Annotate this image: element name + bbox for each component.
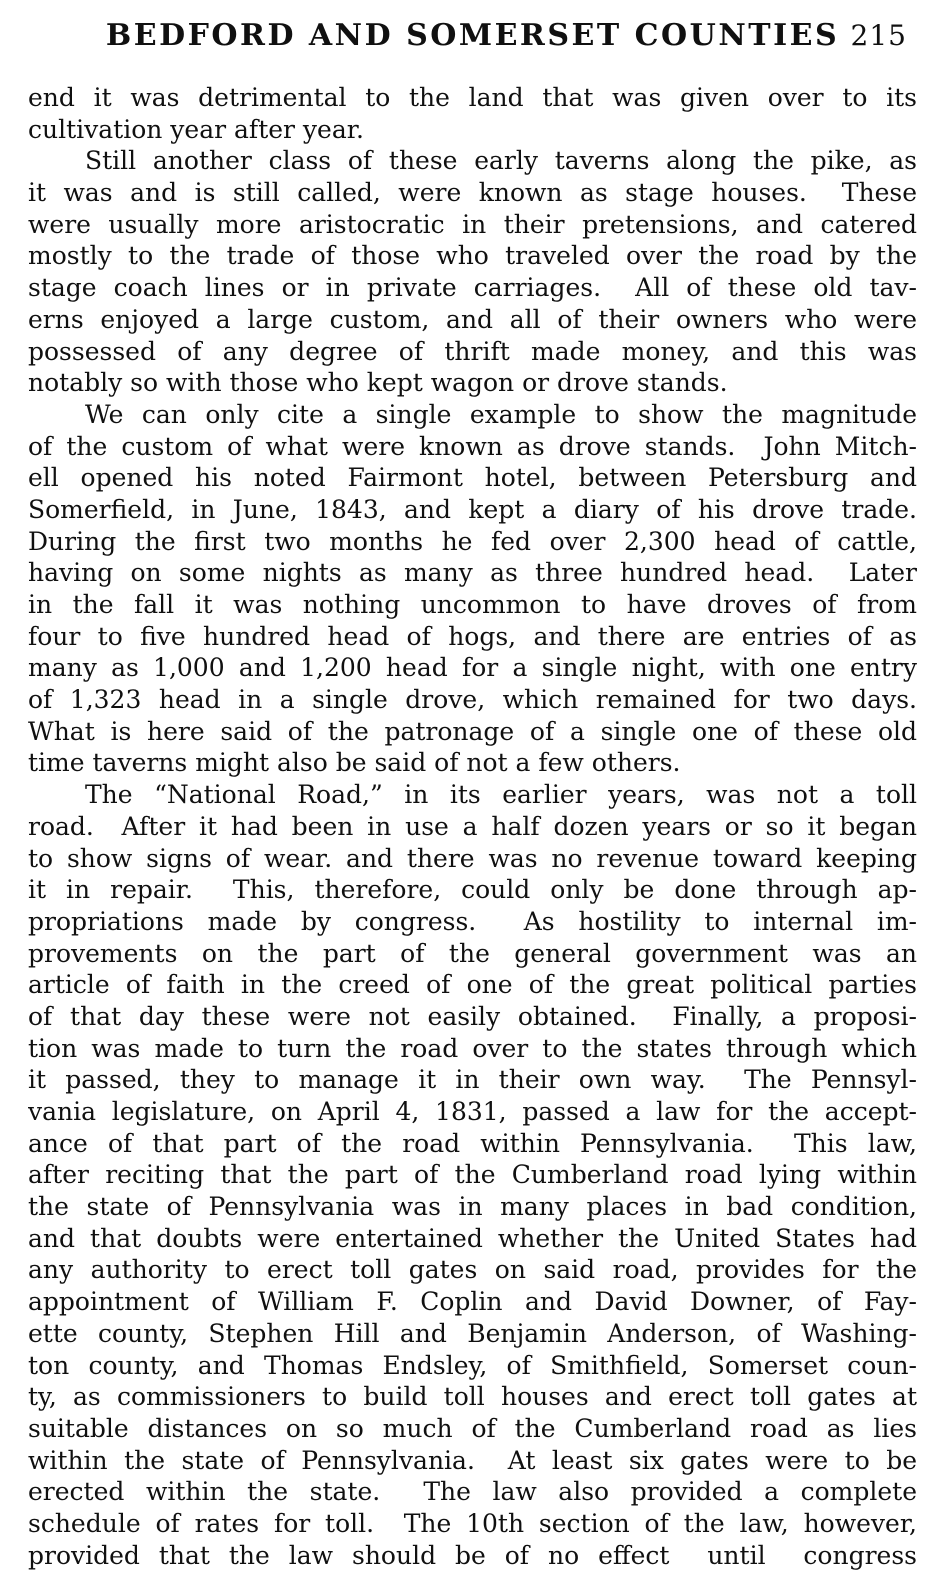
text-line: end it was detrimental to the land that was given over to its xyxy=(28,83,917,112)
text-line: erns enjoyed a large custom, and all of their owners who were xyxy=(28,304,917,334)
text-line: Somerfield, in June, 1843, and kept a diary of his drove trade. xyxy=(28,494,917,524)
text-line: of that day these were not easily obtained. Finally, a proposi- xyxy=(28,1001,917,1031)
text-line: road. After it had been in use a half dozen years or so it began xyxy=(28,811,917,841)
text-line: within the state of Pennsylvania. At least six gates were to be xyxy=(28,1445,917,1475)
text-line: of 1,323 head in a single drove, which remained for two days. xyxy=(28,685,917,715)
text-line: suitable distances on so much of the Cumberland road as lies xyxy=(28,1413,917,1443)
text-line: propriations made by congress. As hostility to internal im- xyxy=(28,906,917,936)
text-line: We can only cite a single example to show the magnitude xyxy=(85,399,917,429)
text-line: ell opened his noted Fairmont hotel, between Petersburg and xyxy=(28,463,917,493)
text-line: vania legislature, on April 4, 1831, passed a law for the accept- xyxy=(28,1097,917,1126)
text-line: provements on the part of the general government was an xyxy=(28,938,917,968)
text-line: to show signs of wear. and there was no revenue toward keeping xyxy=(28,843,917,873)
text-line: notably so with those who kept wagon or drove stands. xyxy=(28,368,728,398)
text-line: possessed of any degree of thrift made money, and this was xyxy=(28,336,917,366)
text-line: stage coach lines or in private carriages. All of these old tav- xyxy=(28,273,917,303)
paragraph xyxy=(28,779,917,1571)
text-line: What is here said of the patronage of a single one of these old xyxy=(28,716,917,746)
text-line: the state of Pennsylvania was in many places in bad condition, xyxy=(28,1192,917,1222)
text-line: Still another class of these early taverns along the pike, as xyxy=(85,146,917,176)
text-line: ton county, and Thomas Endsley, of Smithfield, Somerset coun- xyxy=(28,1350,917,1380)
text-line: During the first two months he fed over 2,300 head of cattle, xyxy=(28,526,917,556)
text-line: four to five hundred head of hogs, and there are entries of as xyxy=(28,621,917,651)
text-line: mostly to the trade of those who traveled over the road by the xyxy=(28,241,917,271)
text-line: ette county, Stephen Hill and Benjamin Anderson, of Washing- xyxy=(28,1318,917,1348)
text-line: time taverns might also be said of not a few others. xyxy=(28,748,681,778)
text-line: it passed, they to manage it in their own way. The Pennsyl- xyxy=(28,1065,917,1095)
text-line: were usually more aristocratic in their pretensions, and catered xyxy=(28,209,917,239)
paragraph xyxy=(28,145,917,399)
text-line: any authority to erect toll gates on said road, provides for the xyxy=(28,1255,917,1285)
text-line: appointment of William F. Coplin and David Downer, of Fay- xyxy=(28,1287,917,1317)
text-line: cultivation year after year. xyxy=(28,114,364,144)
text-line: of the custom of what were known as drove stands. John Mitch- xyxy=(28,431,917,461)
text-line: ance of that part of the road within Pennsylvania. This law, xyxy=(28,1128,917,1158)
text-line: erected within the state. The law also provided a complete xyxy=(28,1477,917,1507)
text-line: it in repair. This, therefore, could only be done through ap- xyxy=(28,875,917,905)
text-line: article of faith in the creed of one of the great political parties xyxy=(28,970,917,1000)
text-line: many as 1,000 and 1,200 head for a single night, with one entry xyxy=(28,653,917,683)
text-line: it was and is still called, were known as stage houses. These xyxy=(28,178,917,208)
text-line: after reciting that the part of the Cumberland road lying within xyxy=(28,1160,917,1190)
text-line: schedule of rates for toll. The 10th section of the law, however, xyxy=(28,1508,917,1538)
text-line: provided that the law should be of no effect until congress xyxy=(28,1540,917,1570)
text-line: tion was made to turn the road over to the states through which xyxy=(28,1033,917,1063)
text-line: ty, as commissioners to build toll houses and erect toll gates at xyxy=(28,1382,917,1412)
page-header xyxy=(0,18,945,58)
text-line: and that doubts were entertained whether the United States had xyxy=(28,1223,917,1253)
page-number: 215 xyxy=(850,19,907,52)
paragraph xyxy=(28,82,917,145)
page-body xyxy=(28,82,917,1571)
text-line: in the fall it was nothing uncommon to have droves of from xyxy=(28,590,917,619)
running-head-title: BEDFORD AND SOMERSET COUNTIES xyxy=(105,18,840,53)
text-line: having on some nights as many as three hundred head. Later xyxy=(28,558,917,588)
paragraph xyxy=(28,399,917,779)
text-line: The “National Road,” in its earlier years, was not a toll xyxy=(85,780,917,810)
